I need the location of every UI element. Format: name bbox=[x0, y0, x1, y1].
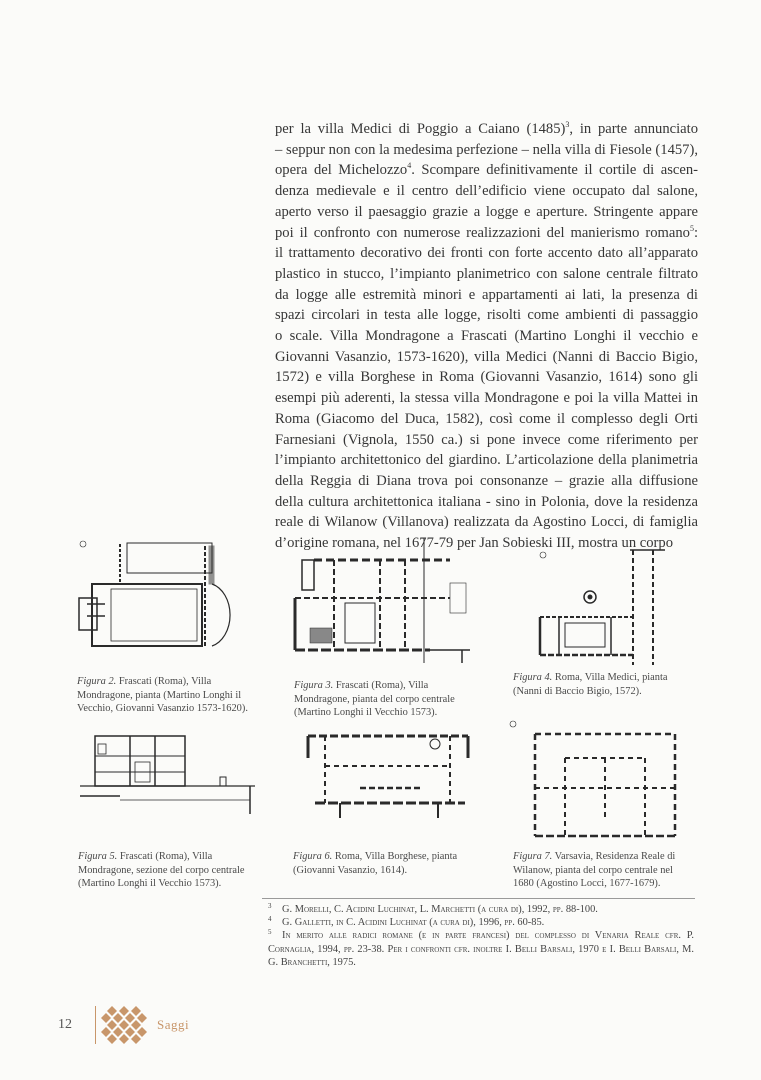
figure-4-plan bbox=[535, 545, 675, 670]
body-line: plastico in stucco, l’impianto planimetrico con salone centrale filtrato bbox=[275, 265, 698, 282]
figure-7-caption: Figura 7. Varsavia, Residenza Reale di Wilanow, pianta del corpo centrale nel 1680 (Agostino Locci, 1677-1679). bbox=[513, 851, 676, 890]
footnote-ref[interactable]: 3 bbox=[565, 120, 570, 130]
body-line: aperto verso il paesaggio grazie a logge e aperture. Stringente appare bbox=[275, 203, 698, 220]
figure-7-plan bbox=[505, 718, 685, 843]
body-line: opera del Michelozzo$^4$. Scompare definitivamente il cortile di ascen- bbox=[275, 161, 699, 179]
page-number: 12 bbox=[58, 1017, 72, 1032]
diamond-ornament-icon bbox=[100, 1004, 148, 1046]
body-line: il trattamento decorativo dei fronti con forte accento dato all’apparato bbox=[275, 245, 698, 262]
body-line: d’origine romana, nel 1677-79 per Jan Sobieski III, mostra un corpo bbox=[275, 535, 673, 552]
body-line: da logge alle estremità minori e appartamenti ai lati, la presenza di bbox=[275, 286, 698, 303]
body-line: della cultura architettonica italiana - sino in Polonia, dove la residenza bbox=[275, 493, 698, 510]
body-line: poi il confronto con numerose realizzazioni del manierismo romano$^5$: bbox=[275, 223, 698, 241]
villa-mondragone-central-plan-drawing bbox=[290, 538, 480, 668]
figure-2-caption: Figura 2. Frascati (Roma), Villa Mondragone, pianta (Martino Longhi il Vecchio, Giovanni Vasanzio 1573-1620). bbox=[77, 676, 248, 715]
figure-3-caption: Figura 3. Frascati (Roma), Villa Mondragone, pianta del corpo centrale (Martino Longhi il Vecchio 1573). bbox=[294, 680, 455, 719]
footnote-4: 4 G. Galletti, in C. Acidini Luchinat (a cura di), 1996, pp. 60-85. bbox=[268, 914, 545, 928]
footnote-rule bbox=[262, 898, 695, 899]
body-line: Roma (Giacomo del Duca, 1582), così come il complesso degli Orti bbox=[275, 410, 698, 427]
villa-mondragone-plan-drawing bbox=[75, 536, 260, 666]
figure-6-caption: Figura 6. Roma, Villa Borghese, pianta (Giovanni Vasanzio, 1614). bbox=[293, 851, 458, 876]
body-line: – seppur non con la medesima perfezione – nella villa di Fiesole (1457), bbox=[275, 141, 698, 158]
body-line: Farnesiani (Vignola, 1550 ca.) si pone invece come riferimento per bbox=[275, 431, 698, 448]
figure-2-plan bbox=[75, 536, 260, 666]
footnote-5: 5 In merito alle radici romane (e in parte francesi) del complesso di Venaria Reale cfr. P. Cornaglia, 1994, pp. 23-38. Per i confronti cfr. inoltre I. Belli Barsali, 1970 e I. Belli Barsali, M. G. Branchetti, 1975. bbox=[268, 927, 694, 969]
body-line: l’impianto architettonico del giardino. L’articolazione della planimetria bbox=[275, 452, 698, 469]
villa-medici-plan-drawing bbox=[535, 545, 675, 670]
body-line: spazi circolari in testa alle logge, risolti come ambienti di passaggio bbox=[275, 307, 698, 324]
villa-mondragone-section-drawing bbox=[80, 722, 260, 817]
figure-5-section bbox=[80, 722, 260, 817]
figure-3-plan bbox=[290, 538, 480, 668]
body-line: 1572) e villa Borghese in Roma (Giovanni Vasanzio, 1614) sono gli bbox=[275, 369, 698, 386]
body-line: denza medievale e il centro dell’edificio viene occupato dal salone, bbox=[275, 183, 698, 200]
footnote-3: 3 G. Morelli, C. Acidini Luchinat, L. Marchetti (a cura di), 1992, pp. 88-100. bbox=[268, 901, 598, 915]
figure-4-caption: Figura 4. Roma, Villa Medici, pianta (Nanni di Baccio Bigio, 1572). bbox=[513, 672, 668, 697]
body-line: Giovanni Vasanzio, 1573-1620), villa Medici (Nanni di Baccio Bigio, bbox=[275, 348, 698, 365]
body-line: della Reggia di Diana trova poi consonanze – grazie alla diffusione bbox=[275, 472, 698, 489]
wilanow-residence-plan-drawing bbox=[505, 718, 685, 843]
body-line: per la villa Medici di Poggio a Caiano $(1485)^3$, in parte annunciato bbox=[275, 120, 699, 137]
body-line: o scale. Villa Mondragone a Frascati (Martino Longhi il vecchio e bbox=[275, 328, 698, 345]
figure-5-caption: Figura 5. Frascati (Roma), Villa Mondragone, sezione del corpo centrale (Martino Longhi il Vecchio 1573). bbox=[78, 851, 245, 890]
body-paragraph bbox=[275, 119, 698, 554]
body-line: esempi più aderenti, la stessa villa Mondragone e poi la villa Mattei in bbox=[275, 390, 698, 407]
figure-6-plan bbox=[300, 728, 480, 823]
footnote-ref[interactable]: 5 bbox=[689, 223, 694, 233]
footnote-ref[interactable]: 4 bbox=[407, 161, 412, 171]
footer-divider bbox=[95, 1006, 96, 1044]
body-line: reale di Wilanow (Villanova) realizzata da Agostino Locci, di famiglia bbox=[275, 514, 698, 531]
section-label: Saggi bbox=[157, 1017, 190, 1032]
ornament-logo bbox=[100, 1004, 148, 1051]
villa-borghese-plan-drawing bbox=[300, 728, 480, 823]
